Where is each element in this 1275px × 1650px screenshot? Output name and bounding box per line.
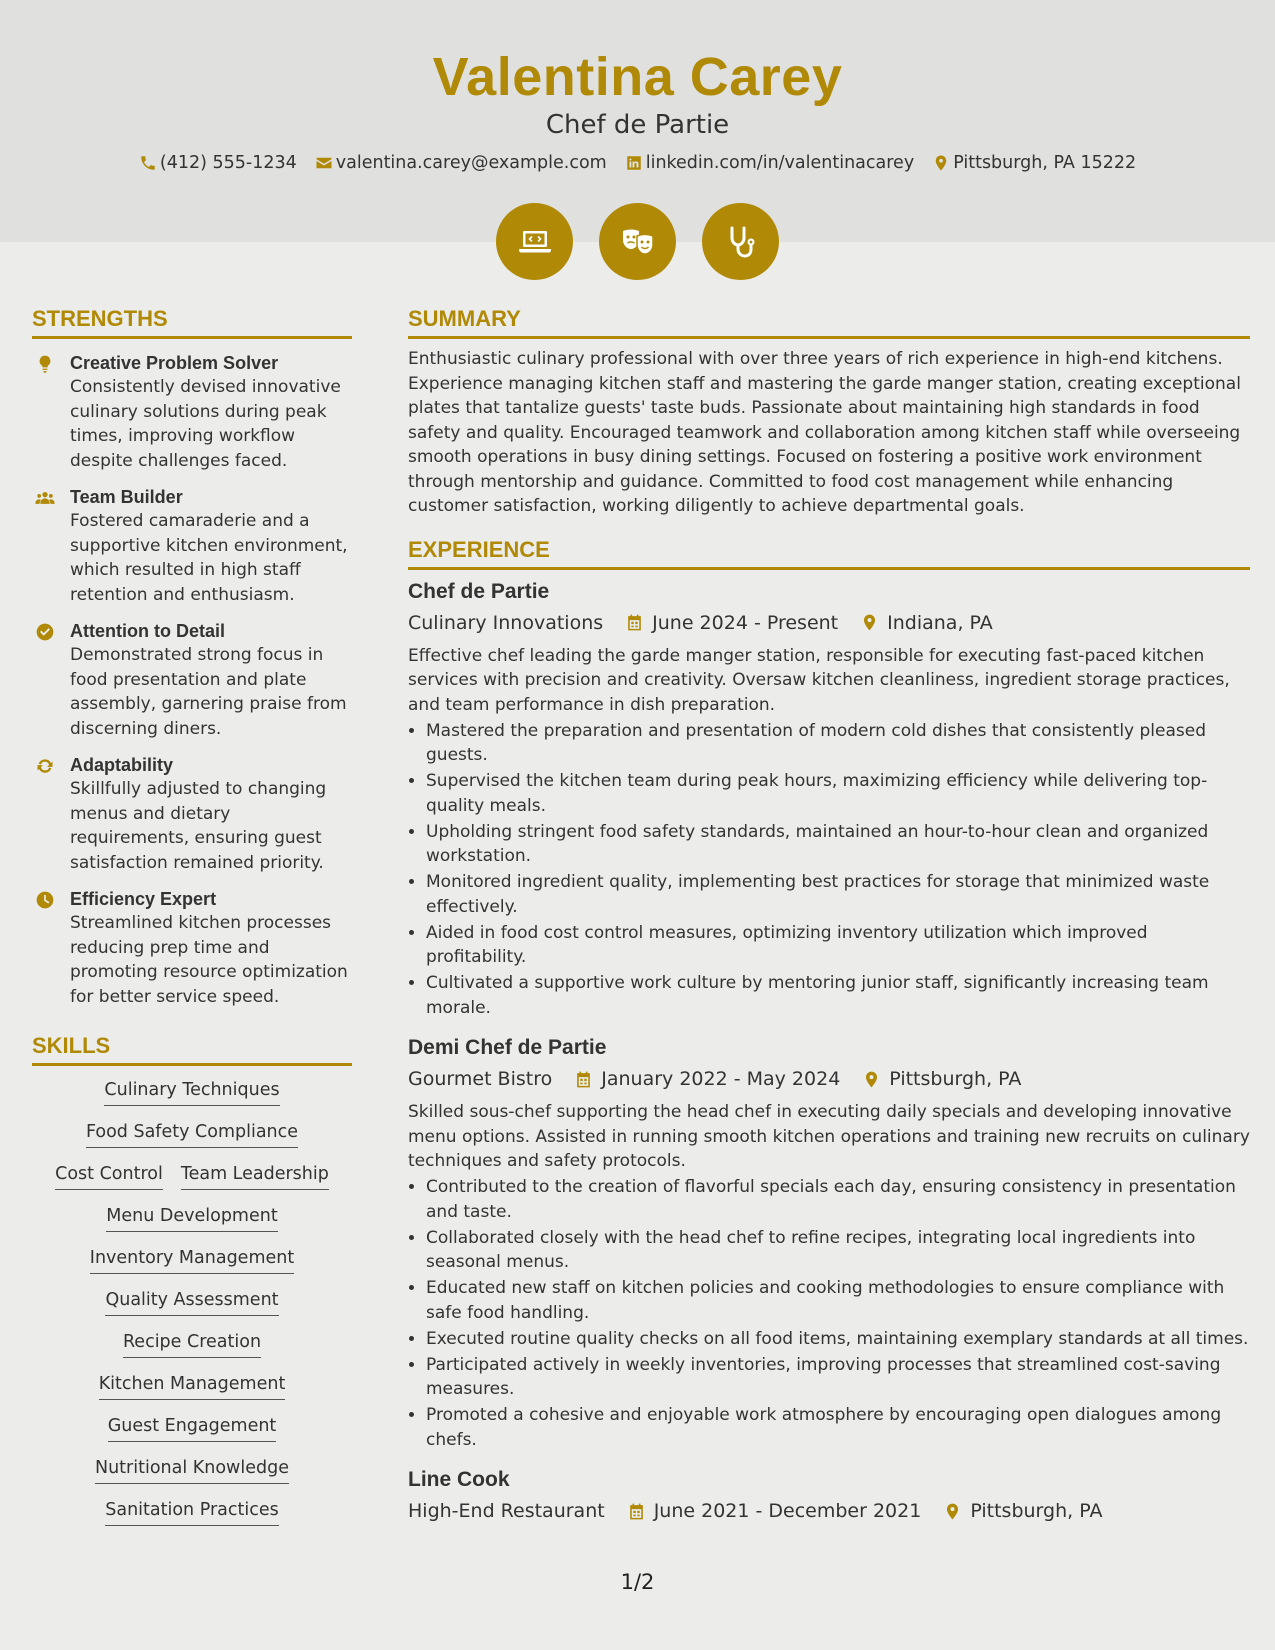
job-role: Line Cook — [408, 1468, 510, 1491]
skills-list — [32, 1078, 352, 1526]
strength-item — [32, 887, 352, 1009]
linkedin-text: linkedin.com/in/valentinacarey — [645, 153, 915, 173]
phone-text: (412) 555-1234 — [159, 153, 297, 173]
strength-item — [32, 351, 352, 473]
contact-bar — [0, 153, 1275, 173]
left-column — [32, 306, 352, 1526]
job-role: Demi Chef de Partie — [408, 1036, 607, 1059]
linkedin-icon — [625, 154, 643, 172]
calendar-icon — [574, 1070, 593, 1089]
skill-tag: Kitchen Management — [99, 1372, 286, 1400]
job-company: High-End Restaurant — [408, 1500, 605, 1522]
job-meta — [408, 610, 1250, 636]
map-marker-icon — [932, 154, 950, 172]
job-title: Chef de Partie — [545, 110, 730, 140]
list-item: • Educated new staff on kitchen policies and cooking methodologies to ensure compliance with safe food handling. — [426, 1276, 1250, 1325]
job-description: Skilled sous-chef supporting the head chef in executing daily specials and developing innovative menu options. Assisted in running smooth kitchen operations and training new recruits on culinary techniques and safety protocols. — [408, 1102, 1250, 1171]
job-location: Indiana, PA — [887, 611, 993, 634]
job-description: Effective chef leading the garde manger station, responsible for executing fast-paced kitchen services with precision and creativity. Oversaw kitchen cleanliness, ingredient storage practices, and team performance in dish preparation. — [408, 645, 1230, 715]
right-column — [408, 306, 1250, 1524]
strength-name: Team Builder — [70, 487, 183, 507]
skill-tag: Team Leadership — [181, 1162, 329, 1190]
candidate-name: Valentina Carey — [432, 47, 843, 107]
job-bullets — [426, 1175, 1250, 1452]
skill-tag: Guest Engagement — [108, 1414, 277, 1442]
list-item: • Cultivated a supportive work culture by mentoring junior staff, significantly increasing team morale. — [426, 971, 1250, 1020]
strength-name: Attention to Detail — [70, 621, 225, 641]
skill-tag: Food Safety Compliance — [86, 1120, 298, 1148]
email-text: valentina.carey@example.com — [335, 153, 607, 173]
skill-tag: Inventory Management — [90, 1246, 294, 1274]
skill-tag: Nutritional Knowledge — [95, 1456, 289, 1484]
skill-tag: Menu Development — [106, 1204, 277, 1232]
list-item: • Monitored ingredient quality, implementing best practices for storage that minimized waste effectively. — [426, 870, 1250, 919]
job-dates: January 2022 - May 2024 — [601, 1068, 841, 1090]
phone-icon — [139, 154, 157, 172]
experience-heading: EXPERIENCE — [408, 537, 1250, 570]
laptop-code-icon — [496, 203, 573, 280]
strength-name: Adaptability — [70, 755, 174, 775]
skill-tag: Culinary Techniques — [104, 1078, 279, 1106]
list-item: • Contributed to the creation of flavorful specials each day, ensuring consistency in presentation and taste. — [426, 1175, 1250, 1224]
skill-tag: Quality Assessment — [105, 1288, 278, 1316]
strengths-heading: STRENGTHS — [32, 306, 352, 339]
summary-heading: SUMMARY — [408, 306, 1250, 339]
summary-text: Enthusiastic culinary professional with over three years of rich experience in high-end kitchens. Experience managing kitchen staff and mastering the garde manger station, creating exceptional plates that tantalize guests' taste buds. Passionate about maintaining high standards in food safety and quality. Encouraged teamwork and collaboration among kitchen staff while overseeing smooth operations in busy dining settings. Focused on fostering a positive work environment through mentorship and guidance. Committed to food cost management while enhancing customer satisfaction, working diligently to achieve departmental goals. — [408, 349, 1241, 516]
contact-linkedin[interactable] — [625, 153, 914, 173]
interest-icons — [0, 203, 1275, 280]
strength-item — [32, 753, 352, 875]
strength-item — [32, 619, 352, 741]
location-text: Pittsburgh, PA 15222 — [953, 153, 1137, 173]
check-circle-icon — [35, 622, 55, 642]
list-item: • Promoted a cohesive and enjoyable work atmosphere by encouraging open dialogues among chefs. — [426, 1403, 1250, 1452]
strength-desc: Consistently devised innovative culinary solutions during peak times, improving workflow despite challenges faced. — [70, 377, 341, 471]
calendar-icon — [627, 1502, 646, 1521]
clock-icon — [35, 890, 55, 910]
map-marker-icon — [860, 613, 879, 632]
list-item: • Executed routine quality checks on all food items, maintaining exemplary standards at all times. — [426, 1327, 1250, 1352]
job-entry — [408, 578, 1250, 1021]
job-bullets — [426, 719, 1250, 1021]
job-meta — [408, 1498, 1250, 1524]
map-marker-icon — [862, 1070, 881, 1089]
calendar-icon — [625, 613, 644, 632]
job-role: Chef de Partie — [408, 579, 550, 603]
strength-name: Efficiency Expert — [70, 889, 217, 909]
theater-masks-icon — [599, 203, 676, 280]
strength-desc: Fostered camaraderie and a supportive kitchen environment, which resulted in high staff retention and enthusiasm. — [70, 511, 348, 605]
sync-icon — [35, 756, 55, 776]
list-item: • Participated actively in weekly inventories, improving processes that streamlined cost-saving measures. — [426, 1353, 1250, 1402]
list-item: • Mastered the preparation and presentation of modern cold dishes that consistently pleased guests. — [426, 719, 1250, 768]
stethoscope-icon — [702, 203, 779, 280]
strength-desc: Demonstrated strong focus in food presentation and plate assembly, garnering praise from discerning diners. — [70, 645, 347, 739]
job-company: Culinary Innovations — [408, 611, 604, 634]
job-entry — [408, 1034, 1250, 1452]
skill-tag: Sanitation Practices — [105, 1498, 278, 1526]
list-item: • Supervised the kitchen team during peak hours, maximizing efficiency while delivering top-quality meals. — [426, 769, 1250, 818]
strength-desc: Skillfully adjusted to changing menus and dietary requirements, ensuring guest satisfaction remained priority. — [70, 779, 327, 873]
skill-tag: Cost Control — [55, 1162, 163, 1190]
strength-item — [32, 485, 352, 607]
envelope-icon — [315, 154, 333, 172]
map-marker-icon — [943, 1502, 962, 1521]
job-entry — [408, 1466, 1250, 1524]
job-meta — [408, 1066, 1250, 1092]
contact-location — [932, 153, 1136, 173]
strength-name: Creative Problem Solver — [70, 353, 279, 373]
list-item: • Upholding stringent food safety standards, maintained an hour-to-hour clean and organized workstation. — [426, 820, 1250, 869]
job-dates: June 2021 - December 2021 — [653, 1500, 922, 1522]
list-item: • Aided in food cost control measures, optimizing inventory utilization which improved profitability. — [426, 921, 1250, 970]
strength-desc: Streamlined kitchen processes reducing prep time and promoting resource optimization for better service speed. — [70, 913, 348, 1007]
list-item: • Collaborated closely with the head chef to refine recipes, integrating local ingredients into seasonal menus. — [426, 1226, 1250, 1275]
users-icon — [35, 488, 55, 508]
skills-heading: SKILLS — [32, 1033, 352, 1066]
contact-email[interactable] — [315, 153, 607, 173]
skill-tag: Recipe Creation — [123, 1330, 261, 1358]
job-location: Pittsburgh, PA — [970, 1500, 1103, 1522]
job-company: Gourmet Bistro — [408, 1068, 553, 1090]
contact-phone[interactable] — [139, 153, 297, 173]
lightbulb-icon — [35, 354, 55, 374]
job-dates: June 2024 - Present — [652, 611, 839, 634]
job-location: Pittsburgh, PA — [889, 1068, 1022, 1090]
page-number: 1/2 — [620, 1570, 655, 1594]
